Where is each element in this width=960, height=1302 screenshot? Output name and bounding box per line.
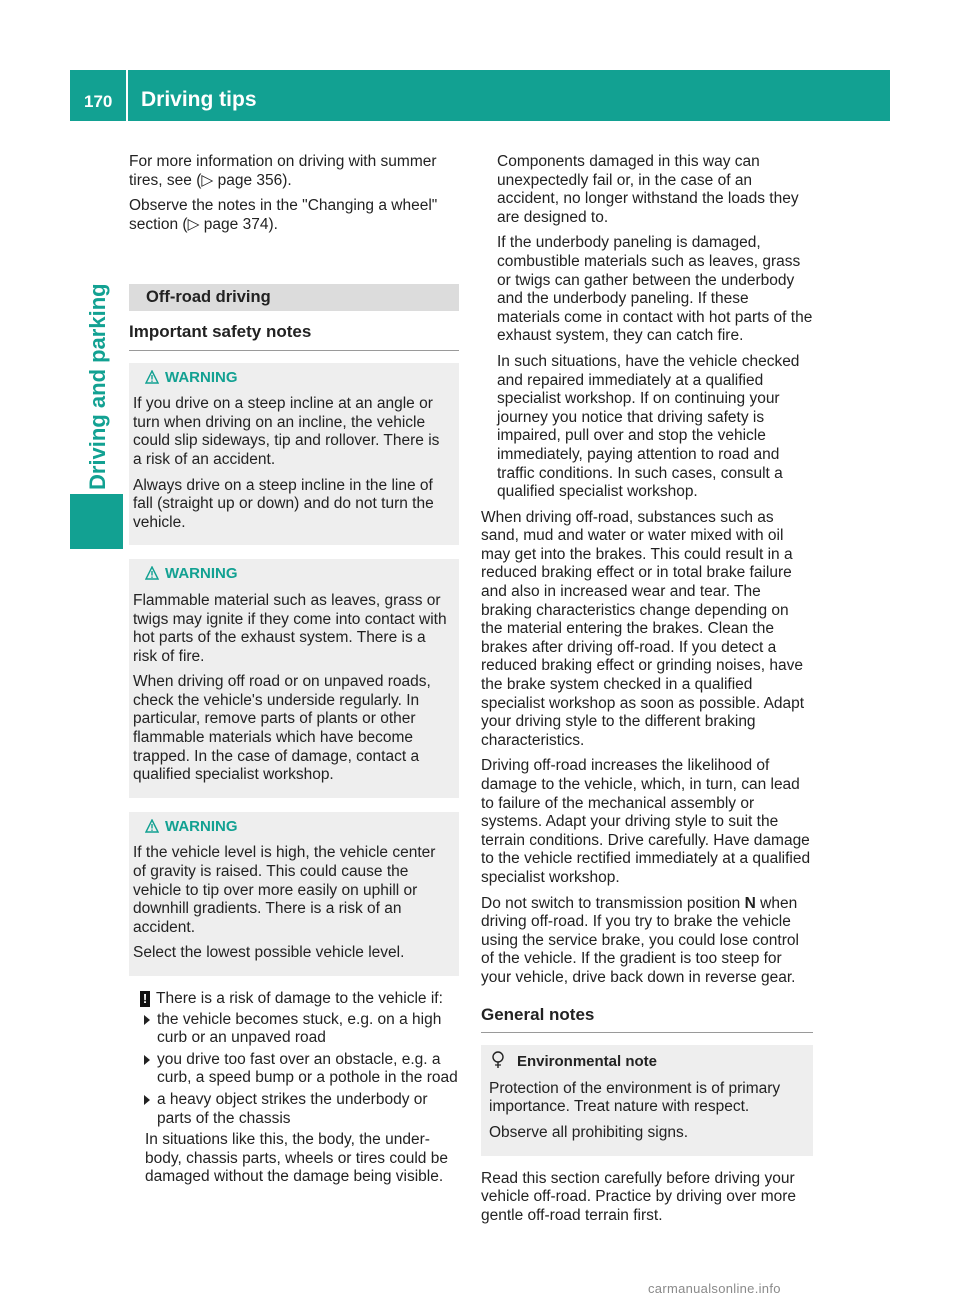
environmental-note-label: Environmental note <box>517 1053 658 1071</box>
notice-intro: There is a risk of damage to the vehicle if: <box>156 990 443 1007</box>
warning-box <box>129 559 459 798</box>
warning-text: Select the lowest possible vehicle level. <box>133 944 405 962</box>
right-column <box>481 153 813 1232</box>
list-item: you drive too fast over an obstacle, e.g. a curb, a speed bump or a pothole in the road <box>143 1051 459 1088</box>
environmental-note-text: Observe all prohibiting signs. <box>489 1123 689 1141</box>
header-divider <box>126 70 128 121</box>
list-item: the vehicle becomes stuck, e.g. on a high curb or an unpaved road <box>143 1011 459 1048</box>
watermark: carmanualsonline.info <box>648 1281 781 1296</box>
exclamation-icon: ! <box>140 991 150 1007</box>
environmental-note-header <box>489 1051 805 1072</box>
transmission-position: N <box>744 894 756 912</box>
warning-box <box>129 363 459 546</box>
warning-box <box>129 812 459 976</box>
notice-bullet-list <box>129 1011 459 1129</box>
warning-text: Flammable material such as leaves, grass or twigs may ignite if they come into contact with hot parts of the exhaust system. There is a risk of fire. <box>133 591 447 665</box>
intro-paragraph: Observe the notes in the "Changing a wheel" section (▷ page 374). <box>129 197 438 233</box>
section-title: Driving tips <box>141 88 257 111</box>
left-column <box>129 153 459 1194</box>
notice-continued: Components damaged in this way can unexpectedly fail or, in the case of an accident, no longer withstand the loads they are designed to. <box>497 153 799 226</box>
warning-label: WARNING <box>165 565 238 583</box>
warning-text: If you drive on a steep incline at an angle or turn when driving on an incline, the vehicle could slip sideways, tip and rollover. There is a risk of an accident. <box>133 395 440 468</box>
environmental-note-box <box>481 1045 813 1155</box>
warning-label: WARNING <box>165 368 238 386</box>
body-paragraph: When driving off-road, substances such as sand, mud and water or water mixed with oil may get into the brakes. This could result in a reduced braking effect or in total brake failure and also in increased wear and tear. The braking characteristics change depending on the material entering the brakes. Clean the brakes after driving off-road. If you detect a reduced braking effect or grinding noises, have the brake system checked in a qualified specialist workshop as soon as possible. Adapt your driving style to the different braking characteristics. <box>481 508 805 749</box>
subheading: Important safety notes <box>129 323 459 351</box>
warning-triangle-icon <box>145 566 159 580</box>
side-tab-label: Driving and parking <box>85 283 110 490</box>
notice-closing: In situations like this, the body, the under-body, chassis parts, wheels or tires could be damaged without the damage being visible. <box>145 1131 448 1186</box>
side-tab-marker <box>70 494 123 549</box>
warning-header <box>133 369 451 388</box>
intro-paragraph: For more information on driving with summer tires, see (▷ page 356). <box>129 153 437 189</box>
warning-header <box>133 565 451 584</box>
leaf-bulb-icon <box>491 1051 505 1069</box>
list-item: a heavy object strikes the underbody or parts of the chassis <box>143 1091 459 1128</box>
warning-text: If the vehicle level is high, the vehicle center of gravity is raised. This could cause the vehicle to tip over more easily on uphill or downhill gradients. There is a risk of an accident. <box>133 844 436 936</box>
warning-header <box>133 818 451 837</box>
transmission-note-start: Do not switch to transmission position <box>481 894 745 912</box>
warning-triangle-icon <box>145 819 159 833</box>
notice-continued: In such situations, have the vehicle checked and repaired immediately at a qualified specialist workshop. If on continuing your journey you notice that driving safety is impaired, pull over and stop the vehicle immediately, paying attention to road and traffic conditions. In such cases, consult a qualified specialist workshop. <box>497 352 800 501</box>
section-heading: Off-road driving <box>129 284 459 311</box>
warning-label: WARNING <box>165 817 238 835</box>
general-notes-heading: General notes <box>481 1006 813 1034</box>
page-number: 170 <box>84 92 113 111</box>
damage-notice <box>129 990 459 1009</box>
warning-triangle-icon <box>145 370 159 384</box>
closing-paragraph: Read this section carefully before driving your vehicle off-road. Practice by driving over more gentle off-road terrain first. <box>481 1169 797 1224</box>
environmental-note-text: Protection of the environment is of primary importance. Treat nature with respect. <box>489 1079 781 1116</box>
warning-text: Always drive on a steep incline in the line of fall (straight up or down) and do not turn the vehicle. <box>133 476 434 531</box>
warning-text: When driving off road or on unpaved roads, check the vehicle's underside regularly. In particular, remove parts of plants or other flammable materials which have become trapped. In the case of damage, contact a qualified specialist workshop. <box>133 673 431 784</box>
transmission-note-end: when driving off-road. If you try to brake the vehicle using the service brake, you could lose control of the vehicle. If the gradient is too steep for your vehicle, drive back down in reverse gear. <box>481 894 799 986</box>
notice-continued: If the underbody paneling is damaged, combustible materials such as leaves, grass or twigs can gather between the underbody and the underbody paneling. If these materials come in contact with hot parts of the exhaust system, they can catch fire. <box>497 234 813 345</box>
body-paragraph: Driving off-road increases the likelihood of damage to the vehicle, which, in turn, can lead to failure of the mechanical assembly or systems. Adapt your driving style to suit the terrain conditions. Drive carefully. Have damage to the vehicle rectified immediately at a qualified specialist workshop. <box>481 757 811 886</box>
transmission-note <box>481 895 813 988</box>
page-header <box>70 70 890 121</box>
